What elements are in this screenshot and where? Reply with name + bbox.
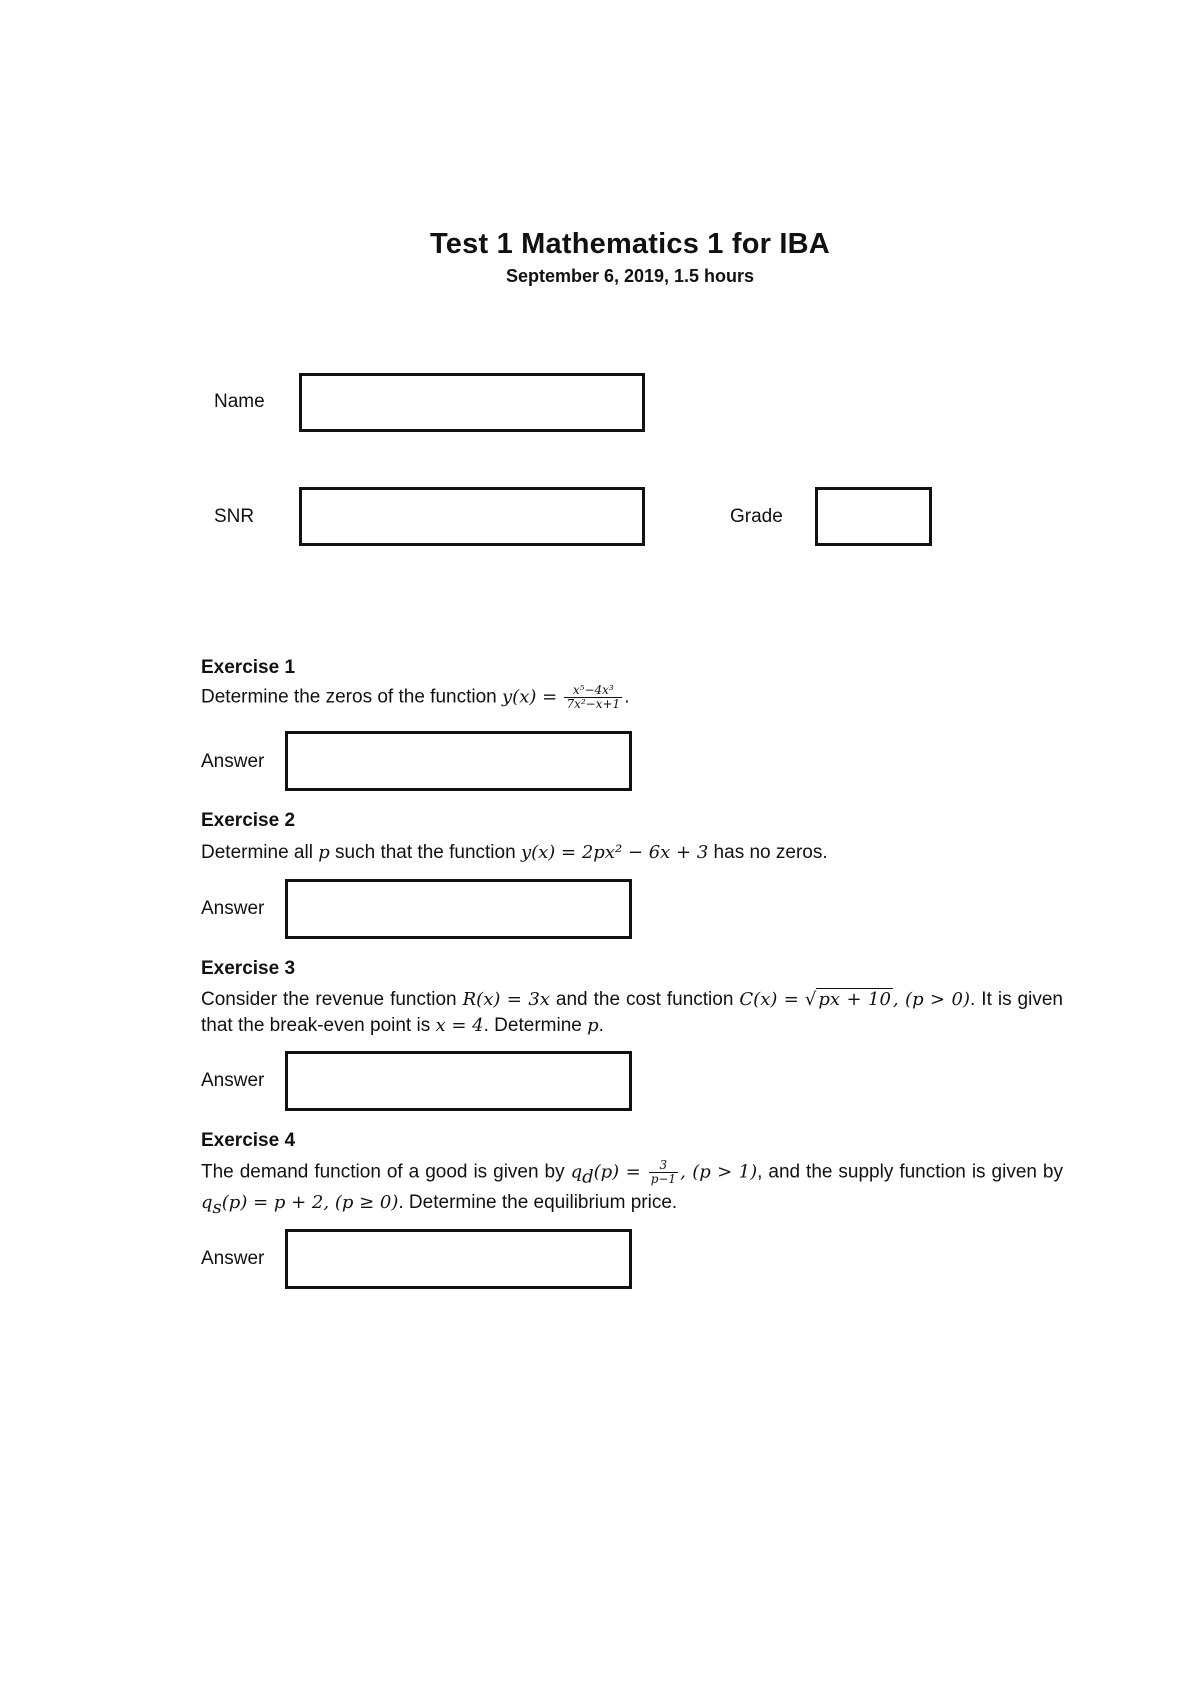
exercise-2-text-a: Determine all: [201, 842, 319, 863]
exercise-1-frac-num: x⁵−4x³: [564, 684, 622, 698]
page-title: Test 1 Mathematics 1 for IBA: [430, 228, 830, 260]
exercise-1-fraction: [564, 684, 622, 711]
exercise-3-text-d: . Determine: [483, 1015, 588, 1036]
exercise-4-math-a-sub: d: [582, 1166, 594, 1188]
exercise-1-frac-den: 7x²−x+1: [566, 697, 621, 711]
exercise-3-text-c: . It is given that the break-even point is: [201, 989, 1063, 1036]
exercise-2-math-b: y(x) = 2px² − 6x + 3: [520, 842, 709, 863]
exercise-3-text-a: Consider the revenue function: [201, 989, 463, 1010]
exercise-1-answer-label: Answer: [201, 751, 265, 772]
exercise-4-text-c: . Determine the equilibrium price.: [398, 1192, 678, 1214]
exercise-4-title: Exercise 4: [201, 1130, 296, 1151]
exercise-2-title: Exercise 2: [201, 810, 296, 831]
exercise-4-answer-field[interactable]: [285, 1229, 632, 1289]
exercise-3-sqrt: [805, 988, 893, 1010]
snr-field[interactable]: [299, 487, 645, 546]
exercise-1-answer-field[interactable]: [285, 731, 632, 791]
exercise-3-sqrt-radicand: px + 10: [818, 989, 891, 1010]
exercise-3-math-a: R(x) = 3x: [462, 989, 550, 1010]
exercise-2-text: [201, 840, 1063, 866]
exercise-4-math-a: q: [570, 1161, 583, 1183]
grade-label: Grade: [730, 506, 783, 527]
exercise-4-text-a: The demand function of a good is given by: [201, 1161, 571, 1183]
exercise-4-math-a2: (p) =: [593, 1161, 641, 1183]
exercise-2-answer-label: Answer: [201, 898, 265, 919]
exercise-1-text-b: .: [624, 686, 630, 708]
exercise-1-title: Exercise 1: [201, 657, 296, 678]
page-subtitle: September 6, 2019, 1.5 hours: [505, 266, 755, 286]
snr-label: SNR: [214, 506, 255, 527]
exercise-1-text-a: Determine the zeros of the function: [201, 686, 502, 708]
exercise-1-text: [201, 684, 1063, 711]
exercise-4-answer-label: Answer: [201, 1248, 265, 1269]
exercise-1-math-a: y(x) =: [502, 686, 558, 708]
exercise-3-answer-label: Answer: [201, 1070, 265, 1091]
exercise-4-math-c2: (p) = p + 2, (p ≥ 0): [221, 1192, 399, 1214]
exercise-3-math-d: x = 4: [435, 1015, 484, 1036]
exercise-3-math-e: p: [587, 1015, 599, 1036]
exercise-4-fraction: [649, 1159, 678, 1186]
exercise-3-text: [201, 987, 1063, 1039]
name-label: Name: [214, 391, 265, 412]
exercise-4-frac-den: p−1: [650, 1172, 677, 1186]
exercise-3-answer-field[interactable]: [285, 1051, 632, 1111]
exercise-4-text: [201, 1159, 1063, 1221]
exercise-2-text-c: has no zeros.: [708, 842, 828, 863]
grade-field[interactable]: [815, 487, 932, 546]
exercise-4-math-c: q: [201, 1192, 213, 1214]
exercise-4-math-b: , (p > 1): [680, 1161, 758, 1183]
radical-sign-icon: √: [804, 989, 817, 1010]
exercise-3-math-c: , (p > 0): [892, 989, 971, 1010]
exercise-3-math-b: C(x) =: [739, 989, 799, 1010]
name-field[interactable]: [299, 373, 645, 432]
exercise-3-text-b: and the cost function: [549, 989, 740, 1010]
exercise-2-text-b: such that the function: [329, 842, 521, 863]
exercise-3-title: Exercise 3: [201, 958, 296, 979]
exercise-2-answer-field[interactable]: [285, 879, 632, 939]
exercise-4-text-b: , and the supply function is given by: [757, 1161, 1063, 1183]
exercise-4-math-c-sub: s: [212, 1197, 222, 1219]
exercise-2-math-a: p: [318, 842, 330, 863]
exercise-3-text-e: .: [598, 1015, 604, 1036]
exercise-4-frac-num: 3: [649, 1159, 678, 1173]
